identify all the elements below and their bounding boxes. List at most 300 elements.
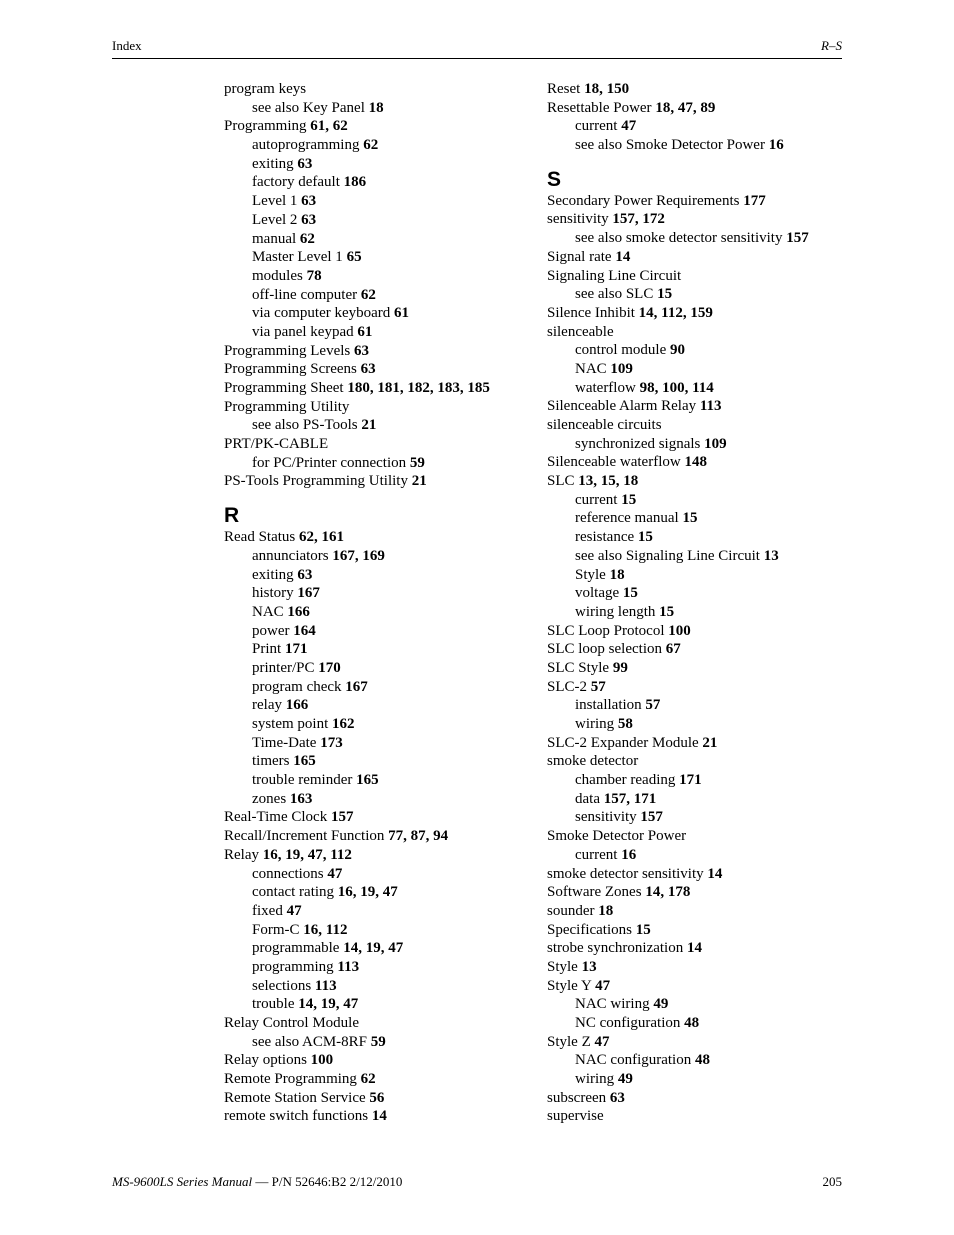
- index-term: Relay: [224, 846, 259, 863]
- section-letter-heading: R: [224, 504, 240, 528]
- index-page-refs: 165: [293, 753, 316, 770]
- index-page-refs: 67: [665, 641, 681, 658]
- index-term: Read Status: [224, 529, 296, 546]
- index-entry: [224, 80, 534, 99]
- index-term: Remote Programming: [224, 1071, 357, 1088]
- index-term: Recall/Increment Function: [224, 828, 385, 845]
- index-term: Secondary Power Requirements: [547, 192, 740, 209]
- index-page-refs: 167: [345, 678, 368, 695]
- index-subentry: [224, 865, 534, 884]
- index-subentry: [224, 752, 534, 771]
- index-entry: [547, 865, 847, 884]
- index-page-refs: 16: [621, 846, 637, 863]
- index-page-refs: 15: [682, 510, 698, 527]
- index-subentry: [547, 1070, 847, 1089]
- index-page-refs: 170: [318, 659, 341, 676]
- index-entry: [224, 472, 534, 491]
- index-page-refs: 90: [669, 342, 685, 359]
- index-page-refs: 15: [659, 603, 675, 620]
- index-page-refs: 65: [346, 249, 362, 266]
- index-subentry: [547, 995, 847, 1014]
- index-term: subscreen: [547, 1089, 607, 1106]
- index-term: Style Y: [547, 977, 592, 994]
- index-page-refs: 13: [763, 547, 779, 564]
- index-page-refs: 166: [285, 697, 309, 714]
- index-subentry: [224, 416, 534, 435]
- index-term: factory default: [252, 174, 340, 191]
- index-page-refs: 57: [590, 678, 606, 695]
- index-subentry: [224, 211, 534, 230]
- index-entry: [547, 248, 847, 267]
- index-page-refs: 21: [702, 734, 718, 751]
- index-term: program keys: [224, 81, 307, 97]
- index-page-refs: 21: [411, 473, 427, 490]
- index-term: programmable: [252, 940, 340, 957]
- index-page-refs: 62: [360, 1071, 376, 1088]
- index-page-refs: 47: [595, 977, 611, 994]
- index-term: Silenceable Alarm Relay: [547, 398, 697, 415]
- index-term: system point: [252, 716, 329, 732]
- index-page-refs: 113: [337, 958, 360, 975]
- index-term: waterflow: [575, 379, 636, 396]
- index-page-refs: 62: [299, 230, 315, 247]
- index-subentry: [224, 734, 534, 753]
- index-subentry: [224, 454, 534, 473]
- index-page-refs: 177: [743, 192, 766, 209]
- index-entry: [224, 117, 534, 136]
- index-page-refs: 100: [668, 622, 691, 639]
- footer-manual-title: MS-9600LS Series Manual: [112, 1174, 253, 1189]
- index-subentry: [224, 603, 534, 622]
- index-term: remote switch functions: [224, 1108, 369, 1125]
- index-subentry: [224, 771, 534, 790]
- index-subentry: [224, 883, 534, 902]
- index-page-refs: 14: [707, 865, 723, 882]
- index-entry: [547, 323, 847, 342]
- footer-manual-info: [112, 1174, 402, 1190]
- index-page-refs: 63: [297, 155, 313, 172]
- index-subentry: [224, 1033, 534, 1052]
- index-term: wiring: [575, 716, 615, 732]
- index-page-refs: 48: [694, 1052, 710, 1069]
- index-term: supervise: [547, 1108, 604, 1125]
- index-subentry: [547, 341, 847, 360]
- index-subentry: [547, 790, 847, 809]
- index-term: Silenceable waterflow: [547, 454, 681, 471]
- index-page-refs: 18: [609, 566, 625, 583]
- index-page-refs: 173: [320, 734, 343, 751]
- index-term: for PC/Printer connection: [252, 454, 407, 471]
- index-term: Software Zones: [547, 884, 642, 901]
- index-term: Level 2: [252, 211, 298, 228]
- index-entry: [547, 99, 847, 118]
- index-subentry: [224, 267, 534, 286]
- index-term: manual: [252, 230, 297, 247]
- index-entry: [224, 808, 534, 827]
- index-term: Form-C: [252, 921, 300, 938]
- index-entry: [547, 267, 847, 286]
- index-page-refs: 18, 47, 89: [655, 99, 716, 116]
- index-term: Specifications: [547, 921, 632, 938]
- index-page-refs: 13: [581, 958, 597, 975]
- index-page-refs: 167, 169: [332, 547, 385, 564]
- index-page-refs: 49: [617, 1071, 633, 1088]
- index-page-refs: 61: [357, 323, 373, 340]
- index-subentry: [547, 509, 847, 528]
- index-term: SLC-2: [547, 678, 588, 695]
- index-subentry: [547, 715, 847, 734]
- index-page-refs: 14, 19, 47: [298, 996, 359, 1013]
- index-entry: [547, 883, 847, 902]
- index-subentry: [547, 117, 847, 136]
- index-term: Style: [575, 566, 606, 583]
- index-subentry: [224, 99, 534, 118]
- index-page-refs: 14, 112, 159: [638, 304, 713, 321]
- index-term: control module: [575, 342, 667, 359]
- index-page-refs: 47: [327, 865, 343, 882]
- index-entry: [547, 472, 847, 491]
- index-term: Relay Control Module: [224, 1015, 359, 1031]
- index-entry: [547, 453, 847, 472]
- index-term: wiring: [575, 1071, 615, 1088]
- index-term: Print: [252, 641, 282, 658]
- index-subentry: [547, 771, 847, 790]
- index-term: Real-Time Clock: [224, 809, 328, 826]
- index-subentry: [224, 304, 534, 323]
- index-entry: [224, 1014, 534, 1033]
- index-term: SLC: [547, 473, 575, 490]
- index-page-refs: 109: [610, 360, 633, 377]
- index-subentry: [547, 696, 847, 715]
- index-term: exiting: [252, 155, 294, 172]
- index-term: fixed: [252, 902, 283, 919]
- index-page-refs: 100: [310, 1052, 334, 1069]
- index-subentry: [547, 379, 847, 398]
- index-entry: [547, 902, 847, 921]
- index-term: SLC-2 Expander Module: [547, 734, 699, 751]
- index-term: Reset: [547, 81, 581, 97]
- index-page-refs: 16: [768, 137, 784, 154]
- index-entry: [547, 640, 847, 659]
- index-page-refs: 162: [332, 716, 355, 732]
- index-page-refs: 157, 171: [603, 790, 657, 807]
- index-entry: [547, 1033, 847, 1052]
- index-term: see also SLC: [575, 286, 654, 303]
- index-entry: [547, 921, 847, 940]
- index-term: printer/PC: [252, 659, 315, 676]
- index-page-refs: 56: [369, 1089, 385, 1106]
- index-term: sensitivity: [547, 211, 609, 228]
- index-page-refs: 165: [356, 772, 379, 789]
- index-column-right: [547, 80, 847, 1126]
- index-page-refs: 77, 87, 94: [388, 828, 449, 845]
- index-entry: [547, 622, 847, 641]
- index-subentry: [224, 622, 534, 641]
- index-term: trouble: [252, 996, 295, 1013]
- index-page-refs: 14: [686, 940, 702, 957]
- index-page-refs: 61, 62: [310, 118, 348, 135]
- index-page-refs: 18: [368, 99, 384, 116]
- index-subentry: [224, 696, 534, 715]
- index-subentry: [547, 136, 847, 155]
- index-page-refs: 78: [306, 267, 322, 284]
- index-subentry: [547, 584, 847, 603]
- index-subentry: [224, 230, 534, 249]
- index-term: Programming Sheet: [224, 380, 344, 396]
- index-entry: [224, 379, 534, 398]
- index-entry: [224, 1051, 534, 1070]
- index-entry: [547, 416, 847, 435]
- index-entry: [224, 1107, 534, 1126]
- index-subentry: [547, 1051, 847, 1070]
- index-term: Signal rate: [547, 248, 612, 265]
- index-page-refs: 157, 172: [612, 211, 665, 228]
- index-entry: [224, 846, 534, 865]
- index-term: Silence Inhibit: [547, 304, 635, 321]
- index-term: connections: [252, 865, 324, 882]
- index-subentry: [224, 921, 534, 940]
- index-subentry: [547, 846, 847, 865]
- index-entry: [224, 528, 534, 547]
- footer-part-number: — P/N 52646:B2 2/12/2010: [252, 1174, 403, 1189]
- index-page-refs: 18: [598, 902, 614, 919]
- index-page-refs: 163: [289, 790, 313, 807]
- index-page-refs: 47: [621, 118, 637, 135]
- index-term: contact rating: [252, 884, 335, 901]
- index-page-refs: 171: [284, 641, 308, 658]
- index-page-refs: 14: [371, 1108, 387, 1125]
- index-term: see also Key Panel: [252, 99, 365, 116]
- index-term: selections: [252, 977, 312, 994]
- index-term: Relay options: [224, 1052, 307, 1069]
- index-subentry: [224, 977, 534, 996]
- index-term: modules: [252, 267, 303, 284]
- index-term: Remote Station Service: [224, 1089, 366, 1106]
- index-entry: [224, 360, 534, 379]
- index-entry: [224, 1070, 534, 1089]
- index-term: SLC loop selection: [547, 641, 662, 658]
- index-page-refs: 15: [622, 585, 638, 602]
- index-term: installation: [575, 697, 642, 714]
- index-page-refs: 63: [353, 342, 369, 359]
- index-subentry: [224, 323, 534, 342]
- index-entry: [224, 1089, 534, 1108]
- index-page-refs: 15: [637, 529, 653, 546]
- index-term: see also Smoke Detector Power: [575, 137, 765, 154]
- index-subentry: [224, 192, 534, 211]
- index-entry: [547, 752, 847, 771]
- index-page-refs: 171: [679, 772, 702, 789]
- index-entry: [547, 1107, 847, 1126]
- index-term: Programming Utility: [224, 398, 350, 415]
- index-term: chamber reading: [575, 772, 676, 789]
- index-term: timers: [252, 753, 290, 770]
- index-page-refs: 63: [609, 1089, 625, 1106]
- index-term: exiting: [252, 566, 294, 583]
- index-term: Programming Screens: [224, 361, 357, 378]
- index-term: silenceable circuits: [547, 417, 662, 433]
- index-subentry: [547, 491, 847, 510]
- index-page-refs: 13, 15, 18: [578, 473, 639, 490]
- index-term: wiring length: [575, 603, 656, 620]
- index-term: NAC: [252, 603, 284, 620]
- index-subentry: [547, 285, 847, 304]
- index-page-refs: 59: [370, 1033, 386, 1050]
- index-term: see also ACM-8RF: [252, 1033, 368, 1050]
- index-page-refs: 157: [786, 230, 809, 247]
- index-subentry: [547, 435, 847, 454]
- index-subentry: [224, 566, 534, 585]
- index-page-refs: 63: [301, 211, 317, 228]
- index-term: Signaling Line Circuit: [547, 267, 682, 284]
- index-entry: [547, 939, 847, 958]
- index-subentry: [224, 173, 534, 192]
- index-page-refs: 61: [394, 305, 410, 322]
- index-page-refs: 15: [621, 491, 637, 508]
- index-term: SLC Loop Protocol: [547, 622, 665, 639]
- index-term: smoke detector sensitivity: [547, 865, 704, 882]
- index-page-refs: 16, 112: [303, 921, 348, 938]
- index-term: SLC Style: [547, 659, 610, 676]
- index-column-left: [224, 80, 534, 1126]
- index-page-refs: 47: [594, 1033, 610, 1050]
- index-subentry: [224, 155, 534, 174]
- index-subentry: [224, 136, 534, 155]
- index-page-refs: 113: [699, 398, 722, 415]
- index-entry: [547, 958, 847, 977]
- index-subentry: [224, 790, 534, 809]
- index-subentry: [224, 286, 534, 305]
- index-page-refs: 164: [293, 622, 316, 639]
- index-subentry: [224, 547, 534, 566]
- index-subentry: [547, 528, 847, 547]
- index-term: current: [575, 491, 618, 508]
- running-header-range: R–S: [821, 38, 842, 53]
- index-page-refs: 14: [615, 248, 631, 265]
- index-term: see also Signaling Line Circuit: [575, 547, 760, 564]
- index-page-refs: 63: [301, 193, 317, 210]
- index-entry: [547, 1089, 847, 1108]
- index-term: trouble reminder: [252, 772, 353, 789]
- index-term: data: [575, 790, 600, 807]
- index-subentry: [224, 939, 534, 958]
- index-page-refs: 48: [684, 1015, 700, 1031]
- index-term: power: [252, 622, 290, 639]
- index-page-refs: 57: [645, 697, 661, 714]
- index-page-refs: 166: [287, 603, 310, 620]
- index-page-refs: 157: [330, 809, 354, 826]
- index-subentry: [224, 995, 534, 1014]
- index-page-refs: 58: [617, 716, 633, 732]
- index-page-refs: 113: [314, 977, 337, 994]
- index-page-refs: 14, 178: [645, 884, 691, 901]
- header-rule: [112, 58, 842, 59]
- index-subentry: [547, 360, 847, 379]
- index-term: NC configuration: [575, 1015, 681, 1031]
- index-page-refs: 180, 181, 182, 183, 185: [347, 380, 490, 396]
- index-page-refs: 98, 100, 114: [639, 379, 714, 396]
- index-subentry: [224, 248, 534, 267]
- index-subentry: [224, 958, 534, 977]
- index-subentry: [547, 229, 847, 248]
- index-entry: [547, 659, 847, 678]
- index-page-refs: 16, 19, 47, 112: [262, 846, 352, 863]
- index-subentry: [224, 902, 534, 921]
- footer-page-number: 205: [822, 1174, 842, 1189]
- index-page-refs: 63: [297, 566, 313, 583]
- index-entry: [547, 977, 847, 996]
- index-page-refs: 167: [297, 585, 320, 602]
- index-subentry: [224, 584, 534, 603]
- index-term: PRT/PK-CABLE: [224, 436, 329, 453]
- index-page-refs: 62: [360, 286, 376, 303]
- index-term: current: [575, 846, 618, 863]
- index-page-refs: 62: [363, 137, 379, 154]
- index-subentry: [224, 678, 534, 697]
- index-entry: [547, 397, 847, 416]
- index-term: Style: [547, 958, 578, 975]
- index-term: off-line computer: [252, 286, 358, 303]
- index-term: PS-Tools Programming Utility: [224, 473, 408, 490]
- index-page-refs: 157: [640, 809, 663, 826]
- index-entry: [224, 398, 534, 417]
- index-term: synchronized signals: [575, 435, 701, 452]
- index-term: via computer keyboard: [252, 305, 391, 322]
- index-term: Style Z: [547, 1033, 591, 1050]
- index-term: history: [252, 585, 294, 602]
- index-page-refs: 21: [361, 417, 377, 434]
- index-term: smoke detector: [547, 753, 639, 770]
- index-page-refs: 15: [635, 921, 651, 938]
- index-page-refs: 47: [286, 902, 302, 919]
- index-subentry: [547, 566, 847, 585]
- index-entry: [547, 827, 847, 846]
- index-term: see also smoke detector sensitivity: [575, 230, 783, 247]
- index-page-refs: 148: [684, 454, 707, 471]
- index-page-refs: 16, 19, 47: [337, 884, 398, 901]
- index-term: annunciators: [252, 547, 329, 564]
- index-term: silenceable: [547, 323, 614, 340]
- index-term: Smoke Detector Power: [547, 828, 687, 845]
- index-term: sounder: [547, 902, 595, 919]
- index-term: sensitivity: [575, 809, 637, 826]
- index-subentry: [224, 715, 534, 734]
- index-term: zones: [252, 790, 287, 807]
- index-entry: [547, 678, 847, 697]
- index-term: Programming Levels: [224, 342, 351, 359]
- index-page-refs: 59: [409, 454, 425, 471]
- index-subentry: [547, 603, 847, 622]
- index-page-refs: 18, 150: [584, 81, 630, 97]
- index-term: NAC wiring: [575, 996, 650, 1013]
- index-page-refs: 49: [653, 996, 669, 1013]
- index-entry: [547, 210, 847, 229]
- index-subentry: [224, 659, 534, 678]
- index-subentry: [547, 547, 847, 566]
- index-term: programming: [252, 958, 334, 975]
- index-page-refs: 99: [612, 659, 628, 676]
- index-term: Time-Date: [252, 734, 317, 751]
- index-term: Master Level 1: [252, 249, 343, 266]
- index-term: strobe synchronization: [547, 940, 684, 957]
- index-term: via panel keypad: [252, 323, 354, 340]
- index-term: program check: [252, 678, 342, 695]
- index-term: autoprogramming: [252, 137, 360, 154]
- index-page-refs: 186: [343, 174, 367, 191]
- index-term: Resettable Power: [547, 99, 652, 116]
- index-term: NAC configuration: [575, 1052, 692, 1069]
- index-term: Programming: [224, 118, 307, 135]
